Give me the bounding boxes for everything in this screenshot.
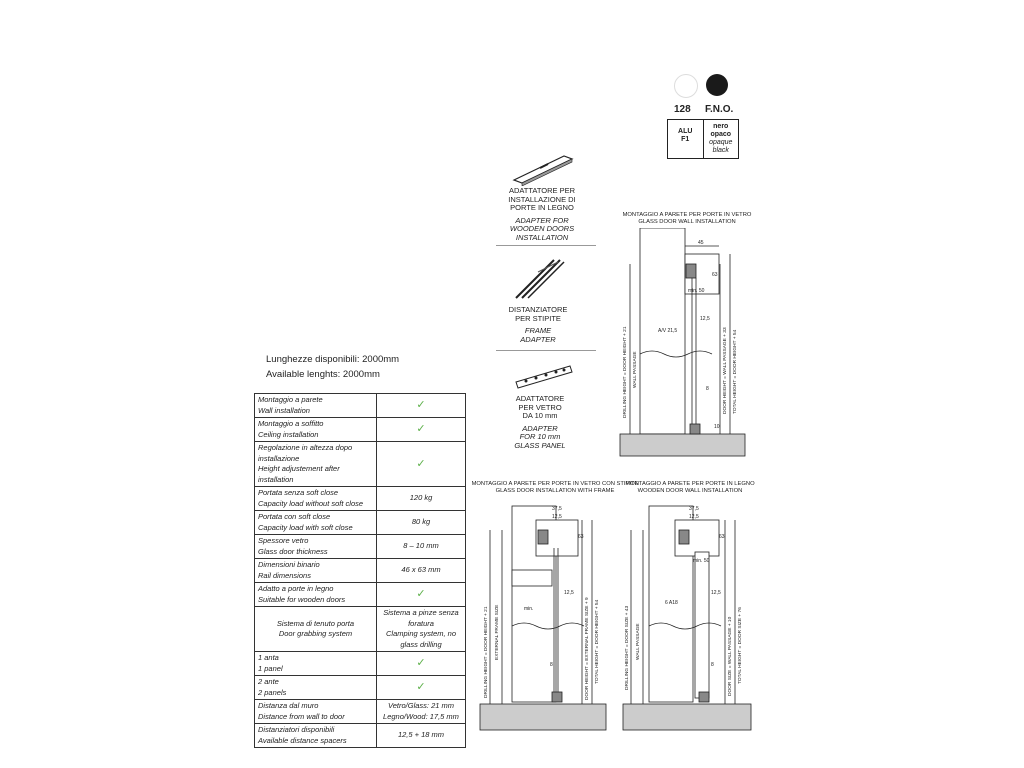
- diagram-glass-wall: [600, 228, 770, 464]
- spec-label-line: Wall installation: [258, 405, 310, 415]
- spec-value: [377, 487, 466, 511]
- spec-value-line: Sistema a pinze senza: [383, 608, 459, 617]
- spec-value-line: 8 – 10 mm: [403, 541, 439, 551]
- glass-adapter-icon: [512, 360, 576, 395]
- spec-label-line: Adatto a porte in legno: [258, 584, 334, 593]
- spec-value-line: 80 kg: [411, 517, 431, 527]
- spec-label: [255, 652, 377, 676]
- spec-table: [254, 393, 466, 748]
- dim-label: 37,5: [689, 506, 699, 512]
- spec-label-line: 2 ante: [258, 677, 279, 686]
- spec-label: [255, 607, 377, 652]
- spec-value: [377, 559, 466, 583]
- vert-label: DOOR HEIGHT = EXTERNAL FRAME SIZE + 9: [585, 597, 590, 700]
- dim-label: 8: [706, 386, 709, 392]
- dim-label: 12,5: [711, 590, 721, 596]
- finish-table: [667, 119, 739, 159]
- spec-value: [377, 700, 466, 724]
- spec-label: [255, 394, 377, 418]
- accessory-label-it: ADATTATORE: [515, 394, 565, 403]
- vert-label: WALL PASSAGE: [633, 351, 638, 388]
- spec-value-line: ✓: [416, 657, 426, 670]
- check-icon: [377, 442, 466, 487]
- dim-label: 12,5: [700, 316, 710, 322]
- vert-label: EXTERNAL FRAME SIZE: [495, 604, 500, 660]
- check-icon: [377, 652, 466, 676]
- alu-swatch: [674, 74, 698, 98]
- finish-alu-cell: [668, 120, 703, 158]
- spec-label-line: Ceiling installation: [258, 429, 319, 439]
- spec-label-line: Glass door thickness: [258, 546, 328, 556]
- check-icon: [377, 676, 466, 700]
- spec-label-line: Capacity load with soft close: [258, 522, 353, 532]
- dim-label: 45: [698, 240, 704, 246]
- check-icon: [377, 394, 466, 418]
- spec-label-line: Rail dimensions: [258, 570, 311, 580]
- spec-label: [255, 511, 377, 535]
- accessory-label-en: ADAPTER: [520, 334, 556, 344]
- spec-value-line: Legno/Wood: 17,5 mm: [383, 711, 459, 721]
- alu-label: ALU: [678, 128, 693, 135]
- spec-label-line: Portata con soft close: [258, 512, 331, 521]
- spec-value-line: foratura: [408, 618, 434, 628]
- black-en-1: opaque: [709, 139, 733, 146]
- spec-row: [255, 442, 466, 487]
- spec-row: [255, 418, 466, 442]
- black-swatch: [706, 74, 728, 96]
- spec-label: [255, 559, 377, 583]
- dim-label: 8: [550, 662, 553, 668]
- spec-label-line: Portata senza soft close: [258, 488, 339, 497]
- vert-label: TOTAL HEIGHT = DOOR SIZE + 76: [738, 607, 743, 684]
- dim-label: 63: [719, 534, 725, 540]
- accessory-label-it: DISTANZIATORE: [508, 305, 568, 314]
- accessory-divider: [496, 245, 596, 246]
- spec-row: [255, 394, 466, 418]
- finish-black-cell: [703, 120, 739, 158]
- spec-label-line: Distanza dal muro: [258, 701, 319, 710]
- accessory-label-en: ADAPTER: [522, 423, 558, 433]
- spec-value-line: Vetro/Glass: 21 mm: [388, 701, 454, 710]
- alu-code: 128: [674, 104, 691, 115]
- spec-label: [255, 418, 377, 442]
- spec-value: [377, 535, 466, 559]
- dim-label: 63: [578, 534, 584, 540]
- spec-row: [255, 487, 466, 511]
- spec-row: [255, 559, 466, 583]
- spec-label-line: Suitable for wooden doors: [258, 594, 346, 604]
- spec-row: [255, 583, 466, 607]
- spec-value: [377, 511, 466, 535]
- spec-value-line: 46 x 63 mm: [401, 565, 441, 575]
- spec-value-line: ✓: [416, 457, 426, 470]
- dim-label: 12,5: [564, 590, 574, 596]
- black-it-1: nero: [713, 123, 729, 130]
- diagram-wood-wall: [615, 500, 765, 736]
- spec-row: [255, 724, 466, 748]
- spec-label-line: Door grabbing system: [278, 629, 353, 638]
- diagram-glass-frame: [472, 500, 622, 736]
- dim-label: 63: [712, 272, 718, 278]
- spec-label-line: 1 panel: [258, 663, 283, 673]
- frame-adapter-icon: [510, 252, 570, 307]
- vert-label: DRILLING HEIGHT = DOOR HEIGHT + 21: [484, 606, 489, 698]
- accessory-label-it: INSTALLAZIONE DI: [508, 194, 576, 204]
- spec-label-line: 2 panels: [258, 687, 287, 697]
- dim-label: min.: [524, 606, 534, 612]
- accessory-label-it: ADATTATORE PER: [508, 186, 576, 195]
- dim-label: A/V 21,5: [658, 328, 678, 334]
- spec-label: [255, 583, 377, 607]
- spec-value-line: glass drilling: [400, 639, 442, 649]
- wood-adapter-icon: [502, 150, 582, 191]
- accessory-wood-adapter: [492, 187, 592, 242]
- vert-label: DOOR HEIGHT = WALL PASSAGE + 33: [723, 327, 728, 414]
- spec-label-line: Capacity load without soft close: [258, 498, 364, 508]
- spec-value-line: 12,5 + 18 mm: [397, 730, 445, 740]
- accessory-label-en: INSTALLATION: [515, 232, 569, 242]
- dim-label: 8: [711, 662, 714, 668]
- accessory-label-en: FRAME: [524, 326, 552, 335]
- alu-sub: F1: [681, 136, 690, 143]
- diagram-title-it: MONTAGGIO A PARETE PER PORTE IN LEGNO: [625, 481, 755, 487]
- spec-label-line: Height adjustement after: [258, 464, 340, 473]
- black-it-2: opaco: [710, 131, 732, 138]
- dim-label: 37,5: [552, 506, 562, 512]
- spec-value-line: ✓: [416, 588, 426, 601]
- accessory-label-en: GLASS PANEL: [514, 440, 566, 450]
- vert-label: WALL PASSAGE: [636, 623, 641, 660]
- spec-label: [255, 535, 377, 559]
- spec-value-line: ✓: [416, 681, 426, 694]
- accessory-label-it: PER STIPITE: [515, 313, 561, 323]
- vert-label: DOOR SIZE = WALL PASSAGE + 10: [728, 616, 733, 696]
- spec-label-line: Dimensioni binario: [258, 560, 320, 569]
- check-icon: [377, 418, 466, 442]
- accessory-label-it: PORTE IN LEGNO: [510, 203, 574, 212]
- vert-label: TOTAL HEIGHT = DOOR HEIGHT + 54: [733, 329, 738, 414]
- spec-row: [255, 676, 466, 700]
- spec-label: [255, 676, 377, 700]
- spec-label: [255, 487, 377, 511]
- dim-label: 6 A18: [665, 600, 678, 606]
- accessory-glass-adapter: [490, 395, 590, 450]
- lengths-it: Lunghezze disponibili: 2000mm: [266, 354, 400, 365]
- accessory-label-en: ADAPTER FOR: [515, 215, 569, 225]
- accessory-label-it: DA 10 mm: [522, 411, 558, 420]
- accessory-label-it: PER VETRO: [518, 402, 562, 412]
- dim-label: 12,5: [552, 514, 562, 520]
- spec-label: [255, 700, 377, 724]
- lengths-en: Available lenghts: 2000mm: [266, 369, 380, 380]
- spec-label-line: Sistema di tenuto porta: [276, 618, 355, 628]
- diagram-title-en: GLASS DOOR WALL INSTALLATION: [638, 219, 736, 225]
- spec-label-line: installation: [258, 474, 294, 484]
- vert-label: TOTAL HEIGHT = DOOR HEIGHT + 54: [595, 599, 600, 684]
- spec-row: [255, 511, 466, 535]
- spec-label-line: Spessore vetro: [258, 536, 309, 545]
- diagram-title-en: GLASS DOOR INSTALLATION WITH FRAME: [495, 488, 615, 494]
- spec-label-line: Available distance spacers: [258, 735, 347, 745]
- black-en-2: black: [712, 147, 729, 154]
- spec-label-line: Regolazione in altezza dopo: [258, 443, 353, 452]
- spec-label-line: 1 anta: [258, 653, 279, 662]
- accessory-divider: [496, 350, 596, 351]
- diagram-title-it: MONTAGGIO A PARETE PER PORTE IN VETRO CON STIPITE: [471, 481, 639, 487]
- spec-value-line: ✓: [416, 399, 426, 412]
- dim-label: min. 50: [693, 558, 710, 564]
- diagram-wood-wall-title: [615, 481, 765, 495]
- diagram-title-en: WOODEN DOOR WALL INSTALLATION: [637, 488, 743, 494]
- accessory-label-en: WOODEN DOORS: [509, 224, 575, 233]
- accessory-frame-adapter: [488, 306, 588, 344]
- spec-label: [255, 442, 377, 487]
- diagram-glass-wall-title: [612, 212, 762, 226]
- spec-label-line: Distance from wall to door: [258, 711, 345, 721]
- spec-value: [377, 724, 466, 748]
- available-lengths: [266, 352, 399, 382]
- spec-label-line: Montaggio a parete: [258, 395, 323, 404]
- spec-value-line: Clamping system, no: [385, 629, 457, 638]
- dim-label: 12,5: [689, 514, 699, 520]
- spec-value-line: 120 kg: [409, 493, 433, 503]
- check-icon: [377, 583, 466, 607]
- dim-label: 10: [714, 424, 720, 430]
- spec-label-line: installazione: [258, 453, 300, 463]
- accessory-label-en: FOR 10 mm: [519, 432, 561, 441]
- spec-row: [255, 652, 466, 676]
- spec-label-line: Montaggio a soffitto: [258, 419, 324, 428]
- vert-label: DRILLING HEIGHT = DOOR SIZE + 43: [625, 605, 630, 690]
- diagram-title-it: MONTAGGIO A PARETE PER PORTE IN VETRO: [622, 212, 752, 218]
- spec-value: [377, 607, 466, 652]
- spec-row: [255, 700, 466, 724]
- dim-label: min. 50: [688, 288, 705, 294]
- spec-label-line: Distanziatori disponibili: [258, 725, 335, 734]
- spec-row: [255, 535, 466, 559]
- spec-value-line: ✓: [416, 423, 426, 436]
- vert-label: DRILLING HEIGHT = DOOR HEIGHT + 21: [623, 326, 628, 418]
- spec-label: [255, 724, 377, 748]
- black-code: F.N.O.: [705, 104, 734, 115]
- spec-row: [255, 607, 466, 652]
